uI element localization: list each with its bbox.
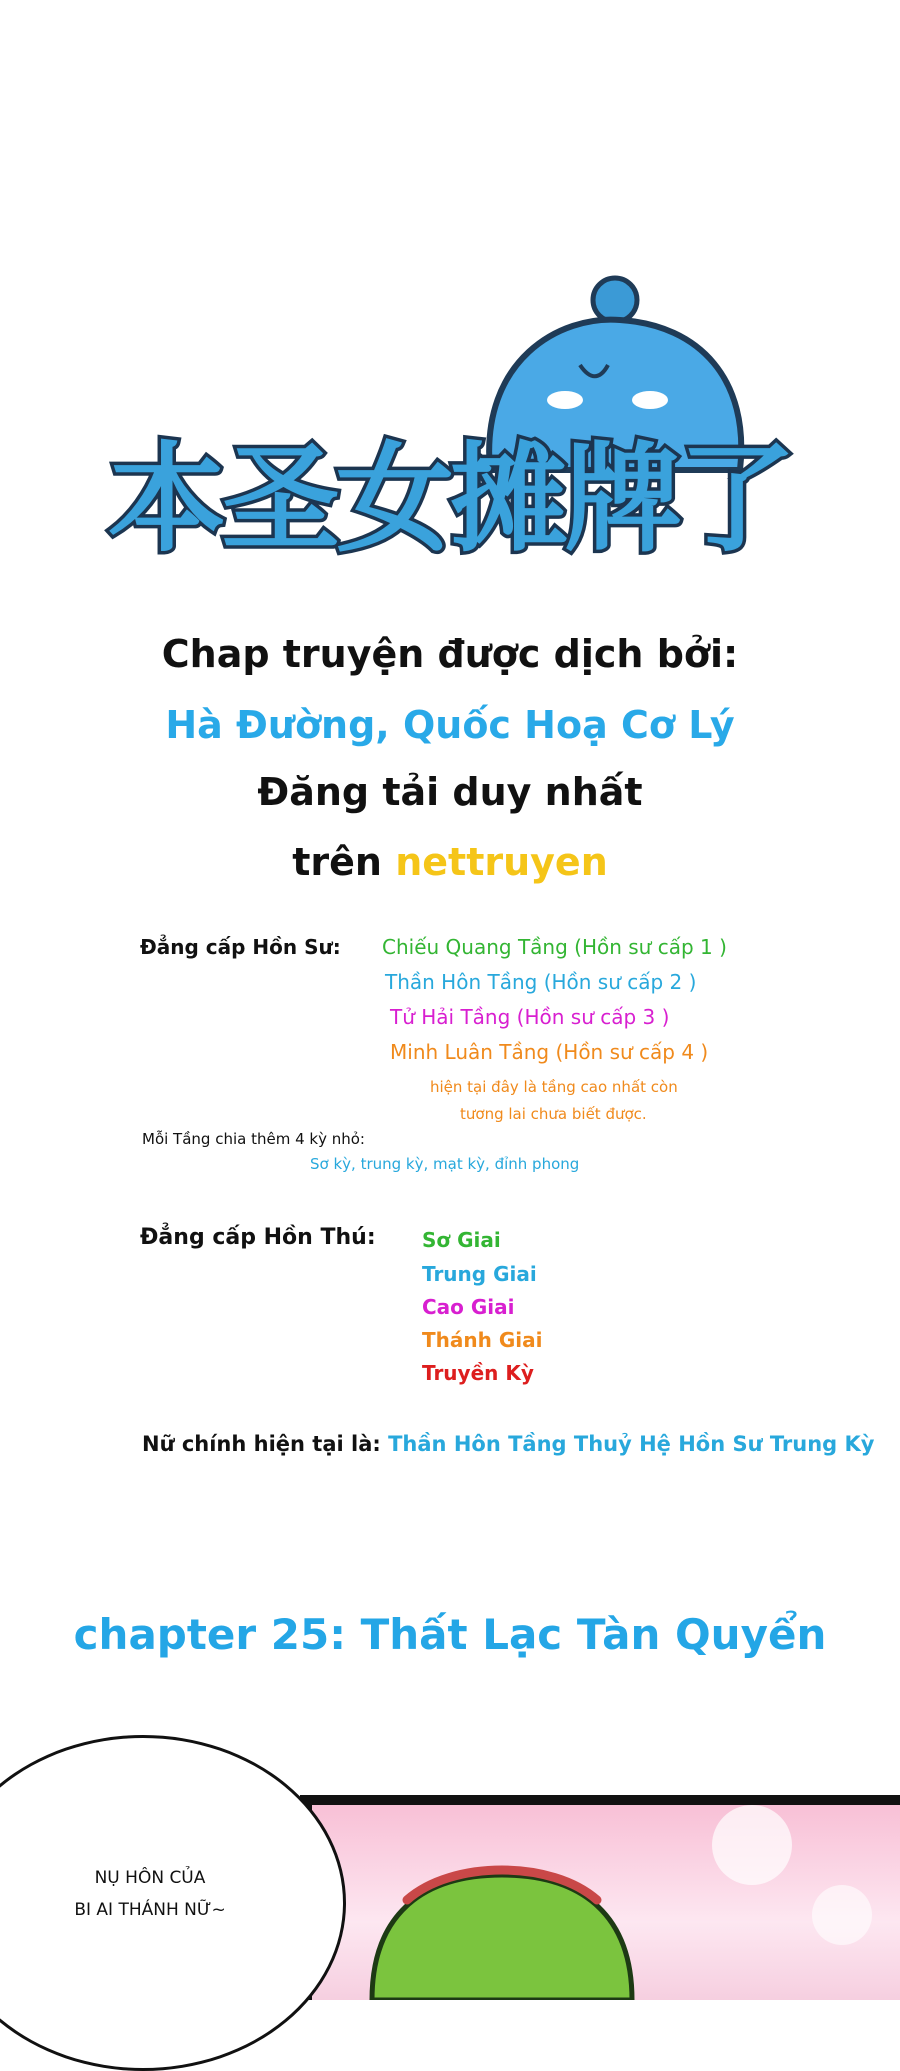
hon-su-level-4: Minh Luân Tầng (Hồn sư cấp 4 ) — [390, 1040, 709, 1064]
heroine-line — [142, 1432, 874, 1456]
credit-site-prefix: trên — [292, 840, 396, 884]
title-logo — [60, 270, 840, 600]
hon-thu-label: Đẳng cấp Hồn Thú: — [140, 1225, 376, 1250]
credit-translated-by: Chap truyện được dịch bởi: — [161, 632, 739, 676]
hon-thu-level-4: Thánh Giai — [422, 1328, 543, 1352]
hon-su-note-1: hiện tại đây là tầng cao nhất còn — [430, 1078, 678, 1096]
hon-thu-level-5: Truyền Kỳ — [422, 1361, 534, 1385]
heroine-label: Nữ chính hiện tại là: — [142, 1432, 381, 1456]
credit-translators: Hà Đường, Quốc Hoạ Cơ Lý — [165, 703, 735, 747]
hon-su-level-1: Chiếu Quang Tầng (Hồn sư cấp 1 ) — [382, 935, 727, 959]
speech-line-2: BI AI THÁNH NỮ~ — [74, 1900, 226, 1920]
speech-line-1: NỤ HÔN CỦA — [94, 1868, 206, 1888]
hon-thu-level-3: Cao Giai — [422, 1295, 515, 1319]
chapter-title: chapter 25: Thất Lạc Tàn Quyển — [73, 1610, 827, 1659]
sub-stage-list: Sơ kỳ, trung kỳ, mạt kỳ, đỉnh phong — [310, 1155, 580, 1173]
hon-su-note-2: tương lai chưa biết được. — [460, 1105, 647, 1123]
panel-illustration — [312, 1805, 900, 2000]
hon-su-level-3: Tử Hải Tầng (Hồn sư cấp 3 ) — [390, 1005, 670, 1029]
sub-stage-label: Mỗi Tầng chia thêm 4 kỳ nhỏ: — [142, 1130, 365, 1148]
hon-thu-level-2: Trung Giai — [422, 1262, 537, 1286]
credit-exclusive: Đăng tải duy nhất — [257, 770, 643, 814]
hon-su-level-2: Thần Hôn Tầng (Hồn sư cấp 2 ) — [385, 970, 697, 994]
hon-thu-level-1: Sơ Giai — [422, 1228, 501, 1252]
comic-panel — [312, 1805, 900, 2000]
heroine-value: Thần Hôn Tầng Thuỷ Hệ Hồn Sư Trung Kỳ — [388, 1432, 875, 1456]
logo-text: 本圣女摊牌了 — [107, 430, 793, 568]
hon-su-label: Đẳng cấp Hồn Sư: — [140, 935, 341, 959]
credit-site-name: nettruyen — [395, 840, 608, 884]
credit-site-line — [0, 840, 900, 884]
speech-bubble-text — [40, 1862, 260, 1926]
